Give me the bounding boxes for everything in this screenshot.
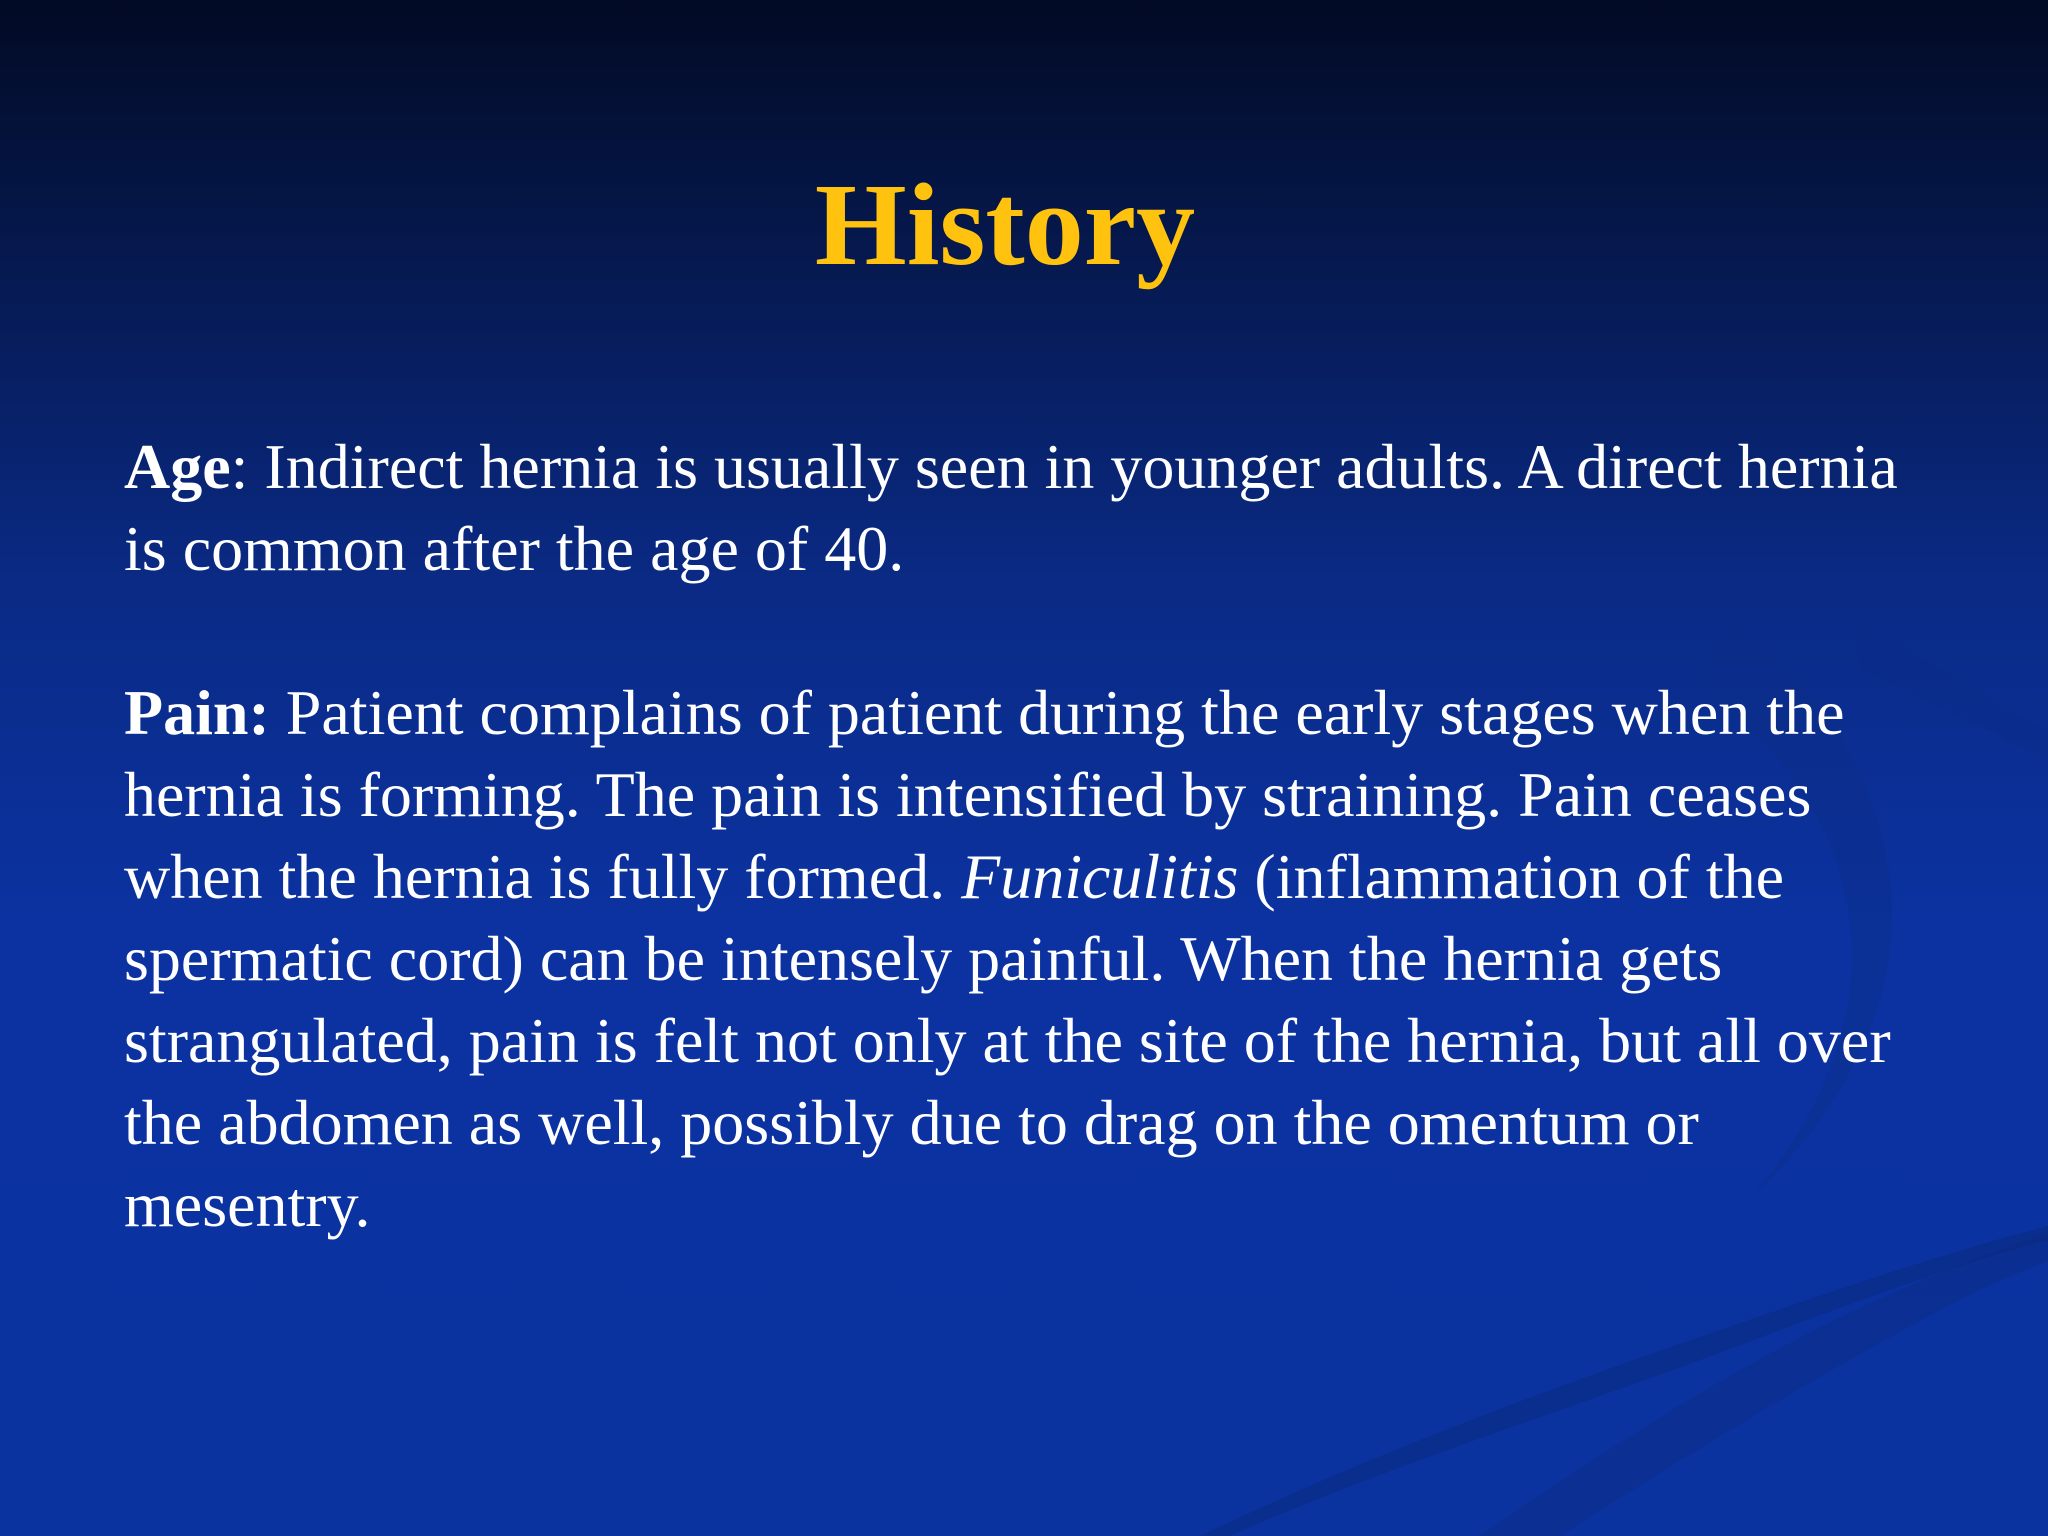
pain-text-intro: Patient complains of patient during the early stages when the hernia is forming. The pain is intensified by straining. Pain ceases when the hernia is fully formed. bbox=[124, 677, 1845, 912]
age-text: : Indirect hernia is usually seen in younger adults. A direct hernia is common after the age of 40. bbox=[124, 431, 1898, 584]
pain-paragraph bbox=[124, 672, 1914, 1246]
slide-body bbox=[124, 426, 1914, 1246]
pain-label: Pain: bbox=[124, 677, 270, 748]
age-paragraph bbox=[124, 426, 1914, 590]
funiculitis-term: Funiculitis bbox=[961, 841, 1239, 912]
pain-text-continued: (inflammation of the spermatic cord) can be intensely painful. When the hernia gets strangulated, pain is felt not only at the site of the hernia, but all over the abdomen as well, possibly due to drag on the omentum or mesentry. bbox=[124, 841, 1891, 1240]
age-label: Age bbox=[124, 431, 231, 502]
slide-title: History bbox=[814, 159, 1196, 290]
